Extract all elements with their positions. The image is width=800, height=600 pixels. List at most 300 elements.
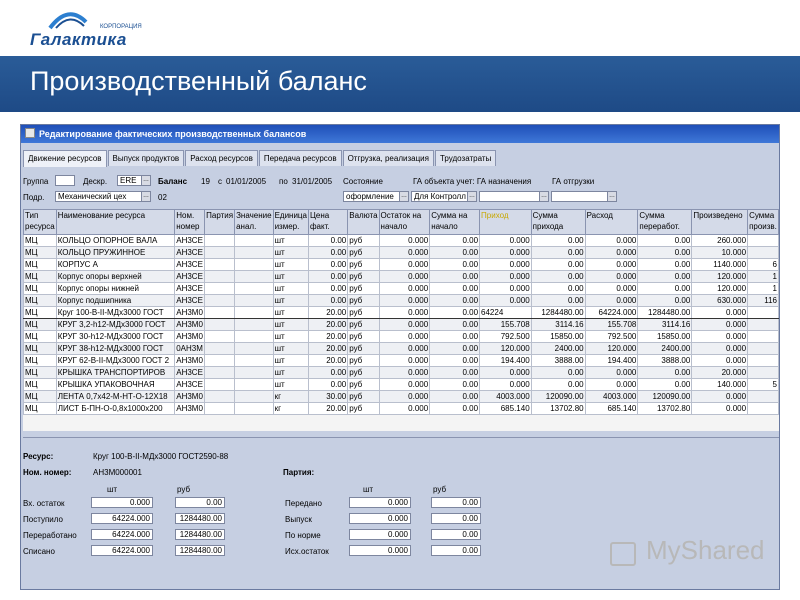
table-cell[interactable] <box>235 283 273 295</box>
table-cell[interactable]: 0.000 <box>585 379 638 391</box>
dropdown-icon[interactable]: … <box>541 193 547 199</box>
table-cell[interactable] <box>205 367 235 379</box>
table-cell[interactable]: 0.00 <box>430 379 480 391</box>
table-cell[interactable]: 194.400 <box>585 355 638 367</box>
table-cell[interactable]: 20.00 <box>308 343 347 355</box>
table-cell[interactable] <box>235 307 273 319</box>
group-field[interactable] <box>55 175 75 186</box>
column-header[interactable]: Сумма на начало <box>430 210 480 235</box>
column-header[interactable]: Наименование ресурса <box>56 210 175 235</box>
detail-sum-field[interactable]: 0.00 <box>175 497 225 508</box>
table-row[interactable] <box>24 295 779 307</box>
table-cell[interactable]: 0.00 <box>430 259 480 271</box>
table-cell[interactable]: МЦ <box>24 355 57 367</box>
table-cell[interactable]: руб <box>348 355 379 367</box>
table-cell[interactable] <box>748 307 779 319</box>
table-cell[interactable]: 0.000 <box>379 283 430 295</box>
table-cell[interactable]: КРУГ 3,2-h12-МДх3000 ГОСТ <box>56 319 175 331</box>
tab-3[interactable]: Расход ресурсов <box>185 150 258 166</box>
table-cell[interactable]: 0.00 <box>308 295 347 307</box>
table-cell[interactable]: 64224 <box>480 307 532 319</box>
table-cell[interactable]: 0.000 <box>379 247 430 259</box>
table-cell[interactable]: МЦ <box>24 295 57 307</box>
column-header[interactable]: Тип ресурса <box>24 210 57 235</box>
table-cell[interactable]: 0.00 <box>430 307 480 319</box>
table-cell[interactable] <box>748 355 779 367</box>
detail-qty-field[interactable]: 0.000 <box>349 529 411 540</box>
column-header[interactable]: Сумма прихода <box>531 210 585 235</box>
table-cell[interactable] <box>235 379 273 391</box>
detail-sum-field[interactable]: 1284480.00 <box>175 545 225 556</box>
column-header[interactable]: Партия <box>205 210 235 235</box>
table-cell[interactable]: ЛИСТ Б-ПН-О-0,8х1000х200 <box>56 403 175 415</box>
table-cell[interactable]: 0.000 <box>480 247 532 259</box>
table-cell[interactable]: МЦ <box>24 283 57 295</box>
table-cell[interactable]: 1284480.00 <box>638 307 692 319</box>
table-cell[interactable]: КОЛЬЦО ПРУЖИННОЕ <box>56 247 175 259</box>
table-cell[interactable]: 0.00 <box>430 391 480 403</box>
table-cell[interactable]: шт <box>273 271 308 283</box>
table-cell[interactable]: руб <box>348 331 379 343</box>
table-cell[interactable]: руб <box>348 403 379 415</box>
table-cell[interactable]: 3888.00 <box>531 355 585 367</box>
table-cell[interactable]: 13702.80 <box>638 403 692 415</box>
table-cell[interactable]: 0.000 <box>480 379 532 391</box>
table-cell[interactable]: 0.000 <box>585 283 638 295</box>
table-cell[interactable]: 0.000 <box>692 307 748 319</box>
table-cell[interactable]: 3888.00 <box>638 355 692 367</box>
detail-qty-field[interactable]: 64224.000 <box>91 529 153 540</box>
column-header[interactable]: Остаток на начало <box>379 210 430 235</box>
table-cell[interactable]: руб <box>348 391 379 403</box>
table-cell[interactable]: АН3М0 <box>176 355 203 365</box>
table-cell[interactable]: АН3М0 <box>176 403 203 413</box>
table-cell[interactable]: 0.000 <box>692 355 748 367</box>
table-cell[interactable]: 0.000 <box>379 343 430 355</box>
table-cell[interactable]: 0.000 <box>585 271 638 283</box>
table-cell[interactable]: шт <box>273 355 308 367</box>
table-cell[interactable]: 0.00 <box>638 295 692 307</box>
column-header[interactable]: Приход <box>480 210 532 235</box>
column-header[interactable]: Единица измер. <box>273 210 308 235</box>
table-cell[interactable]: 0.00 <box>430 295 480 307</box>
table-cell[interactable]: 0.00 <box>638 379 692 391</box>
table-cell[interactable]: АН3СЕ <box>176 367 203 377</box>
table-cell[interactable]: 0.00 <box>430 343 480 355</box>
table-cell[interactable]: КРУГ 62-В-ІІ-МДх3000 ГОСТ 2 <box>56 355 175 367</box>
detail-sum-field[interactable]: 0.00 <box>431 545 481 556</box>
table-cell[interactable]: МЦ <box>24 319 57 331</box>
table-cell[interactable]: 0.000 <box>379 355 430 367</box>
column-header[interactable]: Значение анал. <box>235 210 273 235</box>
table-row[interactable] <box>24 391 779 403</box>
table-cell[interactable]: АН3М0 <box>176 319 203 329</box>
detail-sum-field[interactable]: 1284480.00 <box>175 529 225 540</box>
detail-sum-field[interactable]: 0.00 <box>431 497 481 508</box>
table-cell[interactable]: 20.00 <box>308 403 347 415</box>
table-row[interactable] <box>24 379 779 391</box>
table-cell[interactable]: 630.000 <box>692 295 748 307</box>
table-cell[interactable]: 0.000 <box>379 259 430 271</box>
table-cell[interactable]: МЦ <box>24 235 57 247</box>
table-cell[interactable]: 0.000 <box>692 319 748 331</box>
table-cell[interactable]: МЦ <box>24 391 57 403</box>
table-cell[interactable]: 120.000 <box>480 343 532 355</box>
tab-6[interactable]: Трудозатраты <box>435 150 496 166</box>
table-cell[interactable]: шт <box>273 343 308 355</box>
table-cell[interactable]: 0.00 <box>638 283 692 295</box>
table-row[interactable] <box>24 319 779 331</box>
table-cell[interactable]: 120090.00 <box>638 391 692 403</box>
table-cell[interactable]: руб <box>348 247 379 259</box>
dropdown-icon[interactable]: … <box>609 193 615 199</box>
table-cell[interactable]: 0.00 <box>430 235 480 247</box>
table-row[interactable] <box>24 331 779 343</box>
table-cell[interactable]: 0.000 <box>379 367 430 379</box>
table-cell[interactable]: шт <box>273 331 308 343</box>
table-cell[interactable]: 64224.000 <box>585 307 638 319</box>
table-cell[interactable]: 15850.00 <box>638 331 692 343</box>
table-cell[interactable] <box>205 259 235 271</box>
table-cell[interactable]: 0.00 <box>531 379 585 391</box>
table-cell[interactable]: МЦ <box>24 367 57 379</box>
table-cell[interactable] <box>205 283 235 295</box>
table-cell[interactable] <box>205 403 235 415</box>
table-cell[interactable]: шт <box>273 307 308 319</box>
ga-dest-field[interactable] <box>479 191 549 202</box>
table-cell[interactable]: 260.000 <box>692 235 748 247</box>
descr-field[interactable] <box>117 175 151 186</box>
table-cell[interactable]: МЦ <box>24 307 57 319</box>
table-cell[interactable]: МЦ <box>24 247 57 259</box>
table-cell[interactable]: 0.00 <box>531 295 585 307</box>
table-cell[interactable]: КРУГ 38-h12-МДх3000 ГОСТ <box>56 343 175 355</box>
table-cell[interactable] <box>748 247 779 259</box>
control-field[interactable] <box>411 191 477 202</box>
table-cell[interactable]: кг <box>273 391 308 403</box>
table-cell[interactable]: МЦ <box>24 379 57 391</box>
column-header[interactable]: Произведено <box>692 210 748 235</box>
table-cell[interactable]: 120.000 <box>585 343 638 355</box>
table-cell[interactable] <box>748 403 779 415</box>
dropdown-icon[interactable]: … <box>143 193 149 199</box>
dropdown-icon[interactable]: … <box>401 193 407 199</box>
table-cell[interactable]: АН3СЕ <box>176 235 203 245</box>
table-cell[interactable] <box>205 319 235 331</box>
table-row[interactable] <box>24 343 779 355</box>
table-cell[interactable]: 116 <box>748 295 779 307</box>
table-cell[interactable]: 5 <box>748 379 779 391</box>
column-header[interactable]: Ном. номер <box>175 210 205 235</box>
table-cell[interactable] <box>205 343 235 355</box>
subdiv-field[interactable] <box>55 191 151 202</box>
column-header[interactable]: Сумма переработ. <box>638 210 692 235</box>
table-cell[interactable]: 1284480.00 <box>531 307 585 319</box>
table-cell[interactable]: Корпус опоры верхней <box>56 271 175 283</box>
table-cell[interactable]: 0.000 <box>692 343 748 355</box>
table-row[interactable] <box>24 355 779 367</box>
table-cell[interactable]: 0.000 <box>379 319 430 331</box>
table-cell[interactable]: шт <box>273 319 308 331</box>
table-cell[interactable]: 30.00 <box>308 391 347 403</box>
table-cell[interactable] <box>748 331 779 343</box>
table-cell[interactable]: Круг 100-В-ІІ-МДх3000 ГОСТ <box>56 307 175 319</box>
table-cell[interactable]: 20.00 <box>308 355 347 367</box>
tab-4[interactable]: Передача ресурсов <box>259 150 342 166</box>
table-cell[interactable]: 0.000 <box>379 379 430 391</box>
table-cell[interactable]: 0.00 <box>531 367 585 379</box>
table-cell[interactable] <box>205 295 235 307</box>
table-cell[interactable]: 0.000 <box>585 235 638 247</box>
table-cell[interactable]: 0.000 <box>379 295 430 307</box>
state-field[interactable] <box>343 191 409 202</box>
table-cell[interactable] <box>235 319 273 331</box>
detail-sum-field[interactable]: 0.00 <box>431 513 481 524</box>
table-cell[interactable]: 0.00 <box>638 259 692 271</box>
table-cell[interactable]: АН3СЕ <box>176 247 203 257</box>
window-titlebar[interactable] <box>21 125 779 143</box>
table-cell[interactable]: АН3СЕ <box>176 271 203 281</box>
detail-qty-field[interactable]: 0.000 <box>349 497 411 508</box>
table-cell[interactable]: шт <box>273 235 308 247</box>
table-cell[interactable]: МЦ <box>24 403 57 415</box>
column-header[interactable]: Валюта <box>348 210 379 235</box>
table-cell[interactable]: 0.000 <box>480 259 532 271</box>
table-cell[interactable]: 0.00 <box>531 259 585 271</box>
table-cell[interactable] <box>235 259 273 271</box>
table-cell[interactable] <box>205 307 235 319</box>
table-row[interactable] <box>24 283 779 295</box>
table-cell[interactable] <box>235 403 273 415</box>
dropdown-icon[interactable]: … <box>143 177 149 183</box>
table-cell[interactable] <box>205 355 235 367</box>
table-cell[interactable]: шт <box>273 379 308 391</box>
table-cell[interactable]: шт <box>273 283 308 295</box>
table-cell[interactable]: 0.00 <box>308 271 347 283</box>
table-cell[interactable] <box>205 247 235 259</box>
table-cell[interactable]: КРУГ 30-h12-МДх3000 ГОСТ <box>56 331 175 343</box>
table-cell[interactable]: АН3СЕ <box>176 283 203 293</box>
table-cell[interactable]: шт <box>273 367 308 379</box>
table-cell[interactable] <box>205 331 235 343</box>
tab-1[interactable]: Движение ресурсов <box>23 150 107 167</box>
table-cell[interactable] <box>205 379 235 391</box>
table-cell[interactable]: 0.000 <box>480 283 532 295</box>
table-cell[interactable]: руб <box>348 283 379 295</box>
table-cell[interactable]: руб <box>348 259 379 271</box>
column-header[interactable]: Расход <box>585 210 638 235</box>
table-cell[interactable] <box>748 319 779 331</box>
table-cell[interactable]: 1 <box>748 271 779 283</box>
dropdown-icon[interactable]: … <box>469 193 475 199</box>
table-cell[interactable]: 0.00 <box>638 367 692 379</box>
table-cell[interactable]: МЦ <box>24 259 57 271</box>
table-cell[interactable] <box>235 271 273 283</box>
detail-qty-field[interactable]: 0.000 <box>349 513 411 524</box>
from-date[interactable]: 01/01/2005 <box>226 177 267 186</box>
table-cell[interactable] <box>205 235 235 247</box>
to-date[interactable]: 31/01/2005 <box>292 177 333 186</box>
table-cell[interactable]: шт <box>273 295 308 307</box>
table-cell[interactable]: АН3М0 <box>176 331 203 341</box>
table-cell[interactable] <box>235 247 273 259</box>
table-cell[interactable] <box>748 343 779 355</box>
table-cell[interactable]: 0.00 <box>430 367 480 379</box>
table-cell[interactable]: 155.708 <box>480 319 532 331</box>
detail-sum-field[interactable]: 0.00 <box>431 529 481 540</box>
table-cell[interactable]: 0.000 <box>379 307 430 319</box>
table-cell[interactable]: руб <box>348 319 379 331</box>
detail-qty-field[interactable]: 64224.000 <box>91 513 153 524</box>
table-cell[interactable]: КРЫШКА УПАКОВОЧНАЯ <box>56 379 175 391</box>
table-cell[interactable]: 4003.000 <box>480 391 532 403</box>
table-cell[interactable]: 0.00 <box>308 283 347 295</box>
table-cell[interactable]: 0.000 <box>585 259 638 271</box>
table-cell[interactable]: 1140.000 <box>692 259 748 271</box>
table-cell[interactable]: 20.00 <box>308 307 347 319</box>
table-cell[interactable]: 792.500 <box>585 331 638 343</box>
table-cell[interactable]: 120090.00 <box>531 391 585 403</box>
table-cell[interactable]: 0.00 <box>430 283 480 295</box>
table-cell[interactable]: 0АН3М <box>176 343 203 353</box>
table-cell[interactable] <box>235 235 273 247</box>
table-cell[interactable]: 20.00 <box>308 319 347 331</box>
table-cell[interactable]: 15850.00 <box>531 331 585 343</box>
table-cell[interactable]: МЦ <box>24 343 57 355</box>
table-cell[interactable] <box>748 391 779 403</box>
table-cell[interactable]: руб <box>348 271 379 283</box>
table-cell[interactable]: 10.000 <box>692 247 748 259</box>
table-cell[interactable]: 0.000 <box>480 271 532 283</box>
table-cell[interactable]: 0.00 <box>430 331 480 343</box>
table-cell[interactable] <box>235 367 273 379</box>
table-cell[interactable]: 120.000 <box>692 283 748 295</box>
table-cell[interactable]: 0.000 <box>480 367 532 379</box>
table-cell[interactable]: 0.00 <box>430 271 480 283</box>
table-cell[interactable]: МЦ <box>24 271 57 283</box>
table-cell[interactable]: 0.000 <box>379 391 430 403</box>
table-cell[interactable]: шт <box>273 259 308 271</box>
table-cell[interactable] <box>205 391 235 403</box>
table-cell[interactable]: 194.400 <box>480 355 532 367</box>
table-cell[interactable]: 0.000 <box>480 295 532 307</box>
detail-qty-field[interactable]: 0.000 <box>349 545 411 556</box>
table-cell[interactable]: 0.000 <box>585 247 638 259</box>
table-cell[interactable]: руб <box>348 379 379 391</box>
table-cell[interactable]: АН3СЕ <box>176 295 203 305</box>
table-cell[interactable]: 2400.00 <box>531 343 585 355</box>
table-row[interactable] <box>24 271 779 283</box>
table-cell[interactable]: 0.00 <box>308 379 347 391</box>
table-cell[interactable]: 3114.16 <box>638 319 692 331</box>
table-cell[interactable]: 1 <box>748 283 779 295</box>
table-cell[interactable]: Корпус подшипника <box>56 295 175 307</box>
table-cell[interactable] <box>748 367 779 379</box>
table-cell[interactable]: шт <box>273 247 308 259</box>
tab-5[interactable]: Отгрузка, реализация <box>343 150 434 166</box>
table-cell[interactable]: 0.000 <box>692 391 748 403</box>
table-cell[interactable]: КРЫШКА ТРАНСПОРТИРОВ <box>56 367 175 379</box>
table-row[interactable] <box>24 307 779 319</box>
table-cell[interactable]: 0.00 <box>308 247 347 259</box>
table-cell[interactable]: 685.140 <box>585 403 638 415</box>
table-row[interactable] <box>24 367 779 379</box>
table-cell[interactable]: 0.00 <box>638 235 692 247</box>
ga-ship-field[interactable] <box>551 191 617 202</box>
table-row[interactable] <box>24 259 779 271</box>
column-header[interactable]: Сумма произв. <box>748 210 779 235</box>
table-cell[interactable]: 0.00 <box>531 235 585 247</box>
table-cell[interactable]: кг <box>273 403 308 415</box>
table-cell[interactable]: 0.000 <box>480 235 532 247</box>
table-cell[interactable]: 0.00 <box>531 247 585 259</box>
table-cell[interactable]: руб <box>348 367 379 379</box>
table-cell[interactable]: ЛЕНТА 0,7х42-М-НТ-О-12Х18 <box>56 391 175 403</box>
table-cell[interactable]: руб <box>348 343 379 355</box>
table-cell[interactable]: 685.140 <box>480 403 532 415</box>
table-cell[interactable]: 6 <box>748 259 779 271</box>
table-cell[interactable]: 0.000 <box>379 403 430 415</box>
table-cell[interactable]: 140.000 <box>692 379 748 391</box>
table-cell[interactable]: 0.000 <box>379 271 430 283</box>
table-row[interactable] <box>24 403 779 415</box>
table-cell[interactable]: 792.500 <box>480 331 532 343</box>
table-cell[interactable] <box>205 271 235 283</box>
table-cell[interactable] <box>235 391 273 403</box>
table-cell[interactable]: 155.708 <box>585 319 638 331</box>
detail-qty-field[interactable]: 0.000 <box>91 497 153 508</box>
table-cell[interactable]: 0.00 <box>430 247 480 259</box>
table-cell[interactable] <box>748 235 779 247</box>
table-cell[interactable]: 20.00 <box>308 331 347 343</box>
table-cell[interactable] <box>235 331 273 343</box>
table-cell[interactable] <box>235 295 273 307</box>
table-cell[interactable]: 120.000 <box>692 271 748 283</box>
table-cell[interactable]: 0.00 <box>308 259 347 271</box>
table-row[interactable] <box>24 247 779 259</box>
table-cell[interactable]: руб <box>348 307 379 319</box>
column-header[interactable]: Цена факт. <box>308 210 347 235</box>
table-cell[interactable]: 0.00 <box>308 367 347 379</box>
table-cell[interactable]: Корпус опоры нижней <box>56 283 175 295</box>
table-cell[interactable]: руб <box>348 235 379 247</box>
table-cell[interactable]: 2400.00 <box>638 343 692 355</box>
table-cell[interactable]: 0.00 <box>638 247 692 259</box>
table-row[interactable] <box>24 235 779 247</box>
table-cell[interactable]: МЦ <box>24 331 57 343</box>
table-cell[interactable]: 0.00 <box>638 271 692 283</box>
table-cell[interactable]: 0.000 <box>585 295 638 307</box>
detail-sum-field[interactable]: 1284480.00 <box>175 513 225 524</box>
table-cell[interactable]: 0.000 <box>379 235 430 247</box>
table-cell[interactable]: 0.000 <box>585 367 638 379</box>
table-cell[interactable] <box>235 355 273 367</box>
table-cell[interactable]: 0.000 <box>379 331 430 343</box>
detail-qty-field[interactable]: 64224.000 <box>91 545 153 556</box>
table-cell[interactable]: 4003.000 <box>585 391 638 403</box>
tab-2[interactable]: Выпуск продуктов <box>108 150 185 166</box>
table-cell[interactable]: руб <box>348 295 379 307</box>
table-cell[interactable]: КОРПУС А <box>56 259 175 271</box>
table-cell[interactable]: 0.00 <box>430 403 480 415</box>
table-cell[interactable]: 0.00 <box>531 283 585 295</box>
table-cell[interactable]: 0.00 <box>531 271 585 283</box>
table-cell[interactable]: АН3СЕ <box>176 379 203 389</box>
table-cell[interactable]: КОЛЬЦО ОПОРНОЕ ВАЛА <box>56 235 175 247</box>
table-cell[interactable]: АН3СЕ <box>176 259 203 269</box>
table-cell[interactable]: АН3М0 <box>176 307 203 317</box>
table-cell[interactable]: 0.00 <box>308 235 347 247</box>
